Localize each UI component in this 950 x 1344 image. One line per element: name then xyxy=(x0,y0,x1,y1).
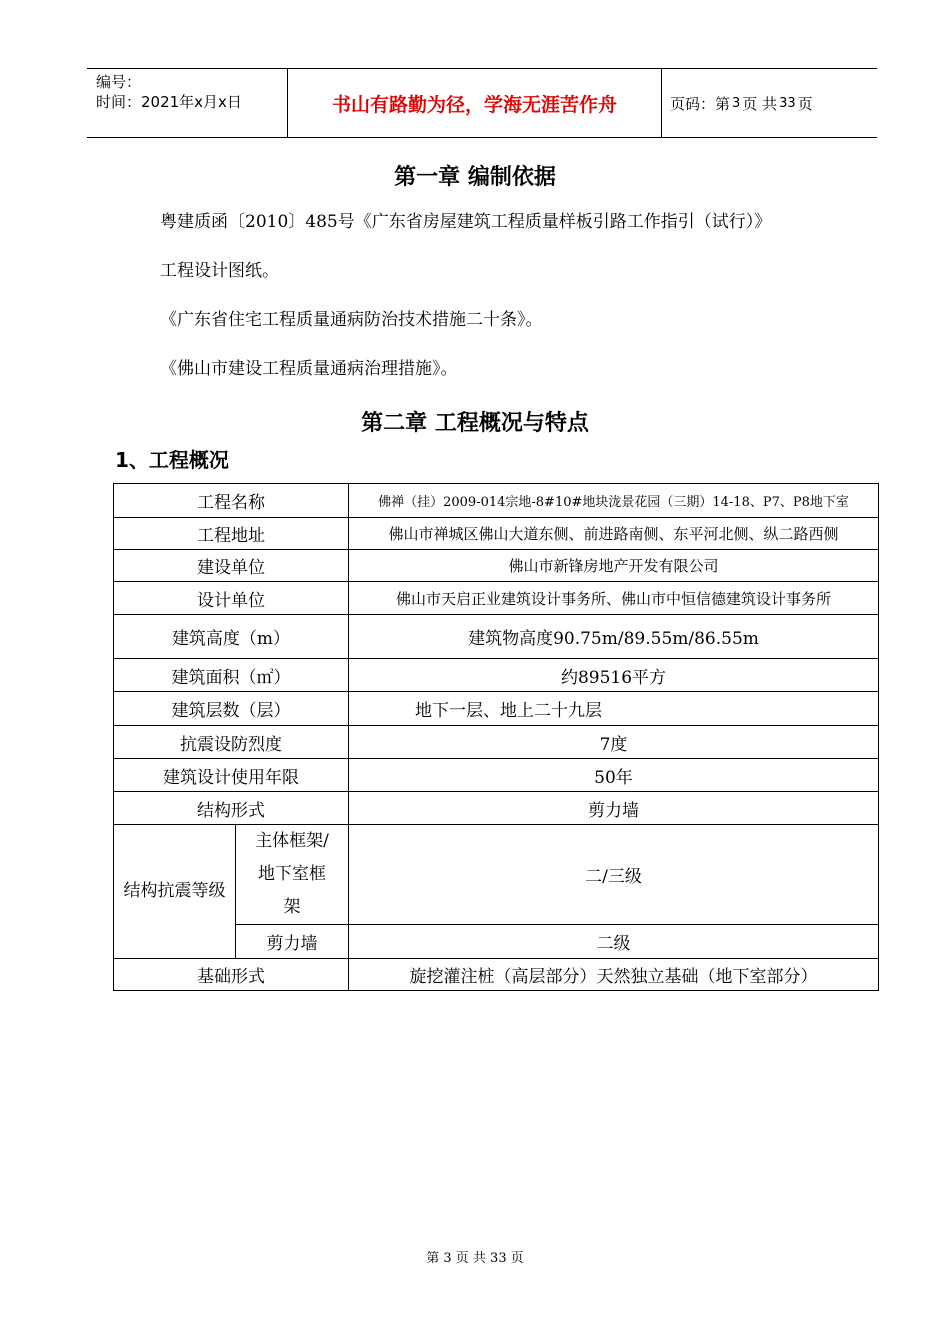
seismic-sub-label: 主体框架/地下室框架 xyxy=(236,825,349,925)
row-label: 建筑高度（m） xyxy=(114,615,349,659)
page-total: 33 xyxy=(779,95,796,111)
basis-item: 粤建质函〔2010〕485号《广东省房屋建筑工程质量样板引路工作指引（试行）》 xyxy=(160,212,772,232)
table-row xyxy=(114,759,879,792)
header-meta xyxy=(87,69,287,137)
row-label: 建筑层数（层） xyxy=(114,692,349,726)
basis-item: 《广东省住宅工程质量通病防治技术措施二十条》。 xyxy=(160,310,543,330)
time-label: 时间：2021年x月x日 xyxy=(96,93,242,111)
seismic-label: 结构抗震等级 xyxy=(114,825,236,959)
table-row xyxy=(114,550,879,582)
row-value: 佛山市新锋房地产开发有限公司 xyxy=(349,550,879,582)
table-row xyxy=(114,959,879,991)
row-value: 约89516平方 xyxy=(349,659,879,692)
header-page-number xyxy=(670,69,870,137)
chapter2-title: 第二章 工程概况与特点 xyxy=(361,411,589,436)
table-row xyxy=(114,582,879,615)
row-value: 旋挖灌注桩（高层部分）天然独立基础（地下室部分） xyxy=(349,959,879,991)
seismic-sub-label: 剪力墙 xyxy=(236,925,349,959)
row-label: 建筑设计使用年限 xyxy=(114,759,349,792)
page-mid: 页 共 xyxy=(742,94,778,113)
row-value: 地下一层、地上二十九层 xyxy=(349,692,879,726)
page-footer: 第 3 页 共 33 页 xyxy=(426,1251,524,1266)
project-overview-table xyxy=(113,483,879,991)
row-value: 50年 xyxy=(349,759,879,792)
row-value: 建筑物高度90.75m/89.55m/86.55m xyxy=(349,615,879,659)
table-row xyxy=(114,615,879,659)
table-row xyxy=(114,792,879,825)
page-header xyxy=(87,68,877,138)
basis-item: 工程设计图纸。 xyxy=(160,261,279,281)
table-row xyxy=(114,659,879,692)
row-label: 工程名称 xyxy=(114,484,349,518)
header-motto: 书山有路勤为径，学海无涯苦作舟 xyxy=(287,69,662,137)
row-label: 抗震设防烈度 xyxy=(114,726,349,759)
seismic-sub-value: 二级 xyxy=(349,925,879,959)
row-value: 剪力墙 xyxy=(349,792,879,825)
row-label: 建设单位 xyxy=(114,550,349,582)
row-value: 佛禅（挂）2009-014宗地-8#10#地块泷景花园（三期）14-18、P7、P8地下室 xyxy=(349,484,879,518)
basis-item: 《佛山市建设工程质量通病治理措施》。 xyxy=(160,359,458,379)
page-suffix: 页 xyxy=(797,94,813,113)
page-current: 3 xyxy=(732,95,741,111)
seismic-sub-value: 二/三级 xyxy=(349,825,879,925)
table-row xyxy=(114,518,879,550)
section-heading: 1、工程概况 xyxy=(115,448,229,472)
row-value: 7度 xyxy=(349,726,879,759)
row-value: 佛山市禅城区佛山大道东侧、前进路南侧、东平河北侧、纵二路西侧 xyxy=(349,518,879,550)
table-row xyxy=(114,484,879,518)
row-label: 设计单位 xyxy=(114,582,349,615)
row-value: 佛山市天启正业建筑设计事务所、佛山市中恒信德建筑设计事务所 xyxy=(349,582,879,615)
row-label: 结构形式 xyxy=(114,792,349,825)
row-label: 基础形式 xyxy=(114,959,349,991)
table-row xyxy=(114,692,879,726)
number-label: 编号： xyxy=(96,73,142,91)
row-label: 工程地址 xyxy=(114,518,349,550)
table-row xyxy=(114,825,879,925)
page-prefix: 页码：第 xyxy=(670,94,731,113)
row-label: 建筑面积（㎡） xyxy=(114,659,349,692)
table-row xyxy=(114,726,879,759)
chapter1-title: 第一章 编制依据 xyxy=(394,165,556,190)
